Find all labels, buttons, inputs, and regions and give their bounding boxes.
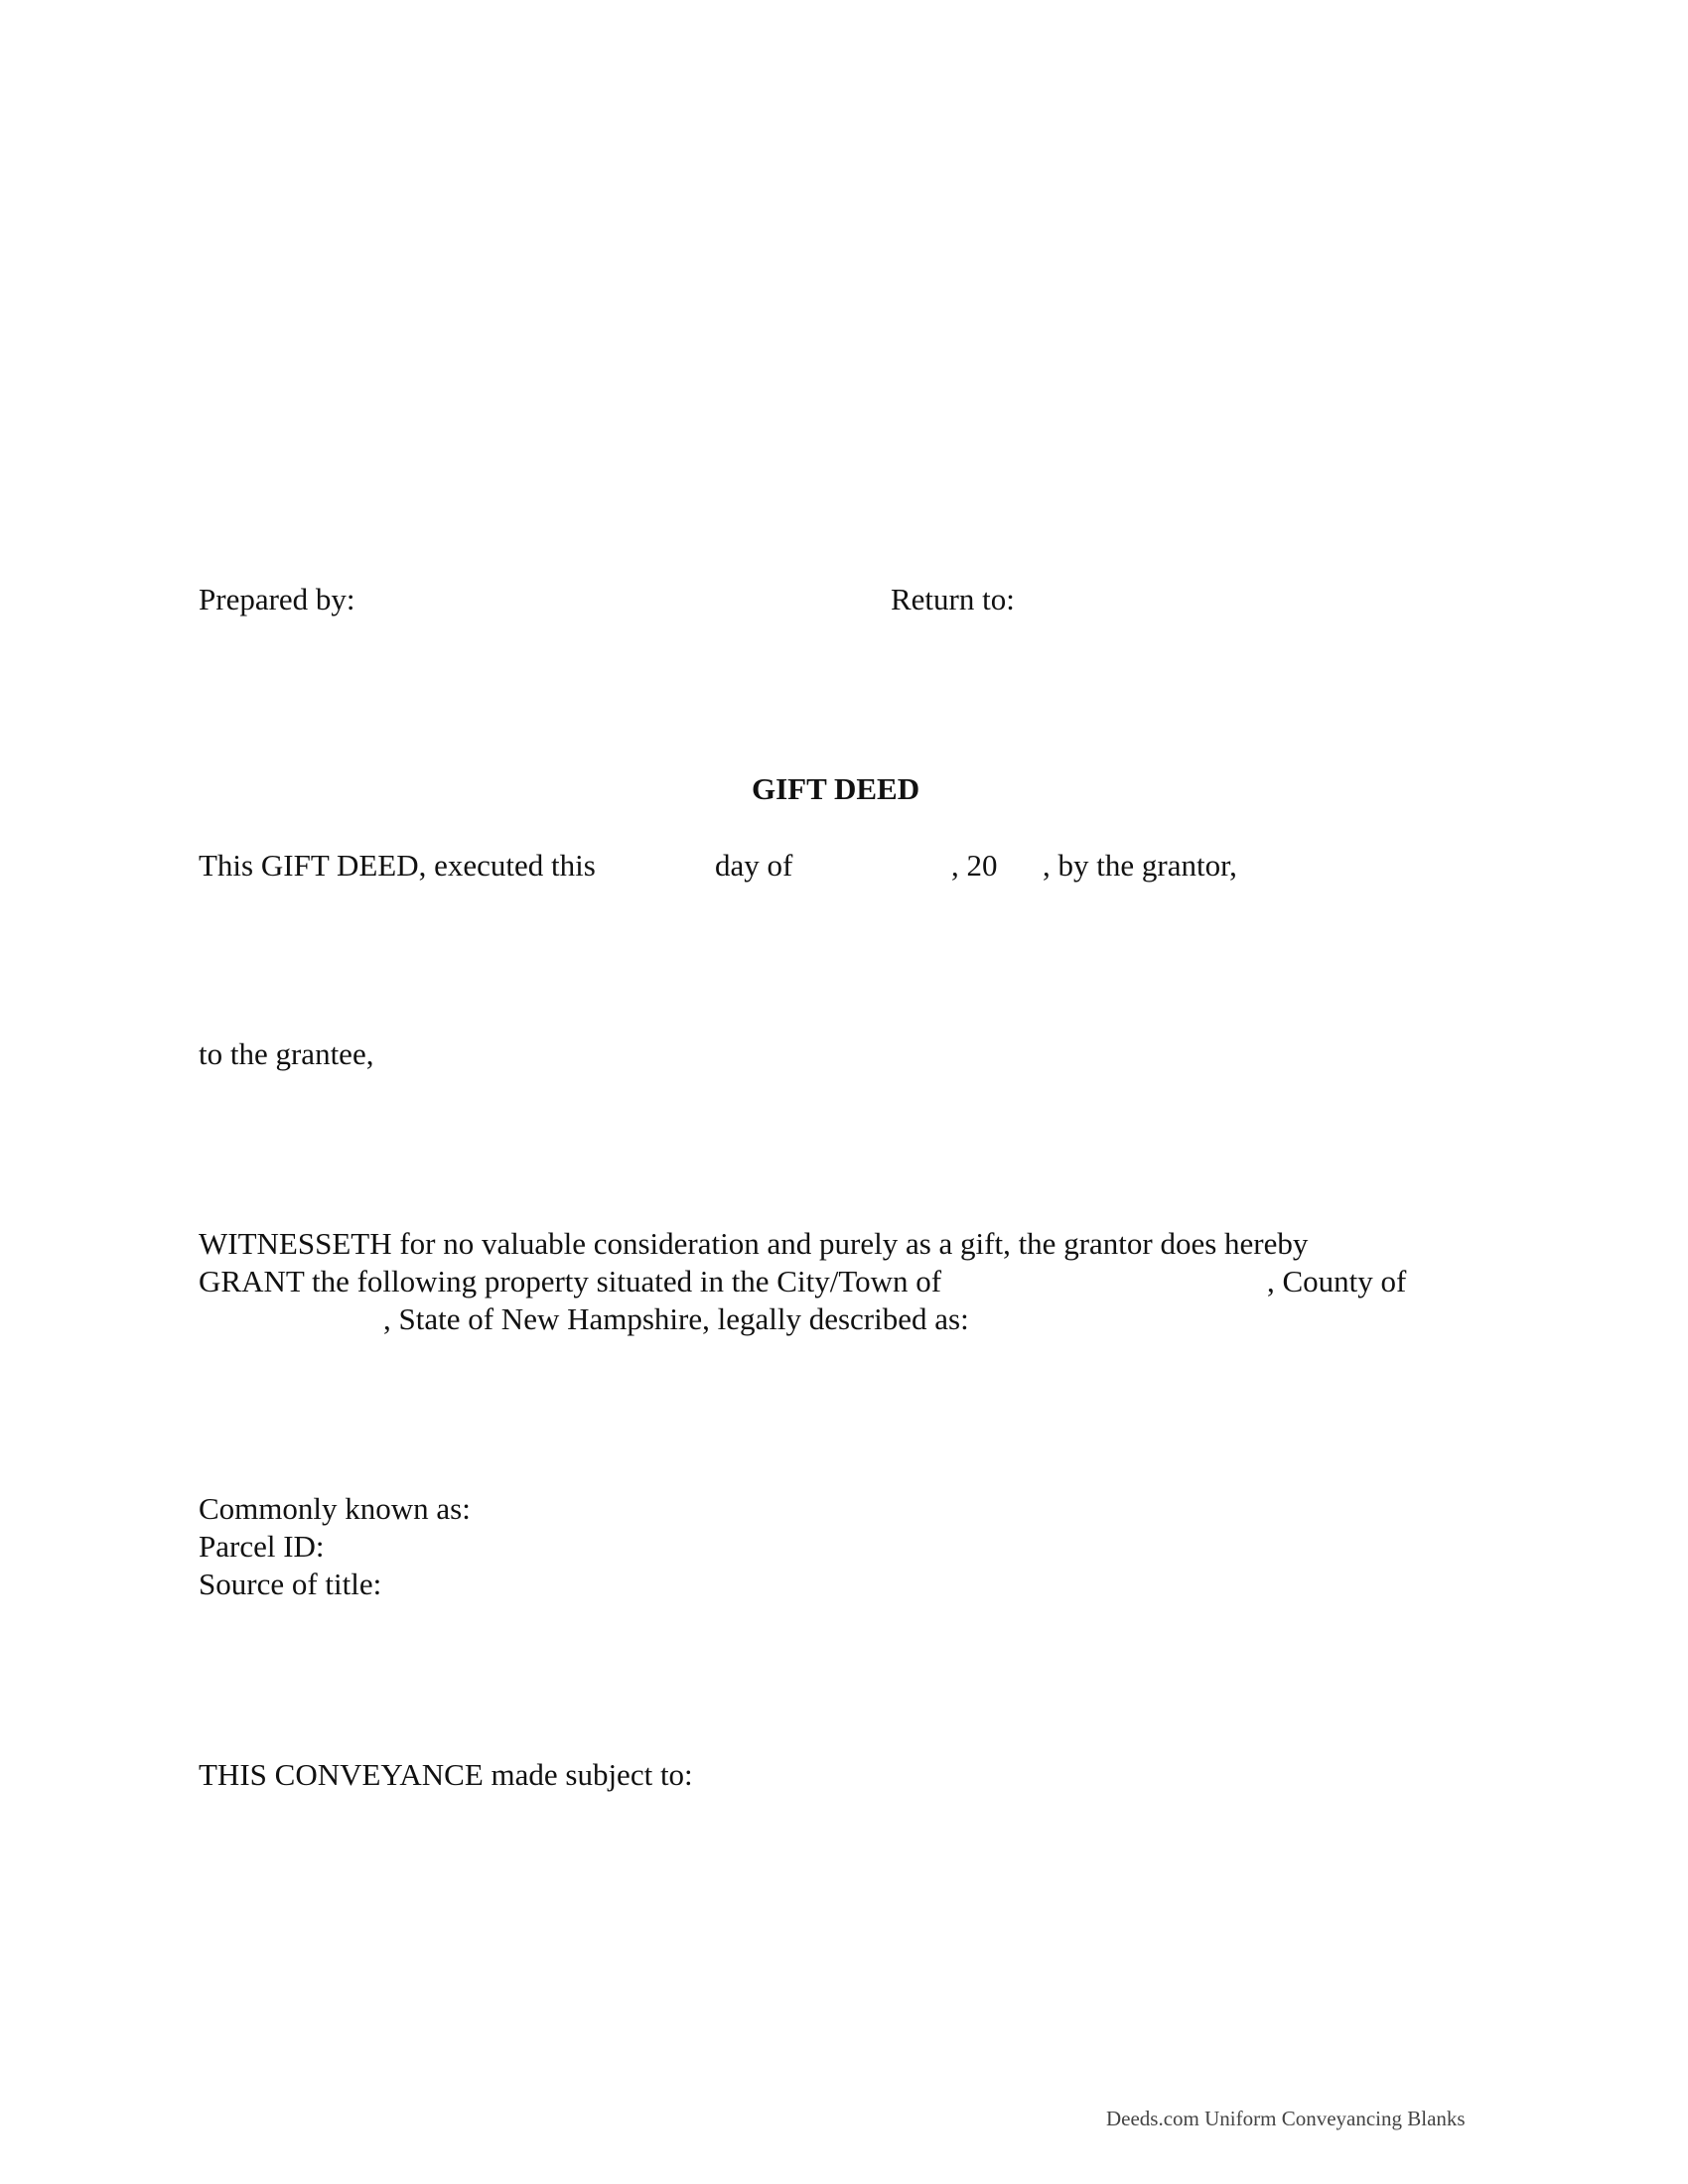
witnesseth-line-2b: , County of	[1267, 1264, 1407, 1298]
witnesseth-line-1: WITNESSETH for no valuable consideration and purely as a gift, the grantor does hereby	[199, 1226, 1309, 1261]
execution-text-1: This GIFT DEED, executed this	[199, 848, 596, 883]
execution-text-2: day of	[715, 848, 793, 883]
execution-text-4: , by the grantor,	[1043, 848, 1237, 883]
parcel-id-label: Parcel ID:	[199, 1529, 325, 1564]
conveyance-line: THIS CONVEYANCE made subject to:	[199, 1757, 693, 1792]
prepared-by-label: Prepared by:	[199, 582, 355, 616]
execution-text-3: , 20	[951, 848, 998, 883]
witnesseth-line-3: , State of New Hampshire, legally described as:	[383, 1301, 969, 1336]
grantee-line: to the grantee,	[199, 1036, 374, 1071]
document-title: GIFT DEED	[752, 771, 920, 806]
commonly-known-label: Commonly known as:	[199, 1491, 471, 1526]
footer-text: Deeds.com Uniform Conveyancing Blanks	[1106, 2107, 1466, 2130]
return-to-label: Return to:	[891, 582, 1015, 616]
witnesseth-line-2a: GRANT the following property situated in the City/Town of	[199, 1264, 942, 1298]
source-of-title-label: Source of title:	[199, 1567, 382, 1601]
